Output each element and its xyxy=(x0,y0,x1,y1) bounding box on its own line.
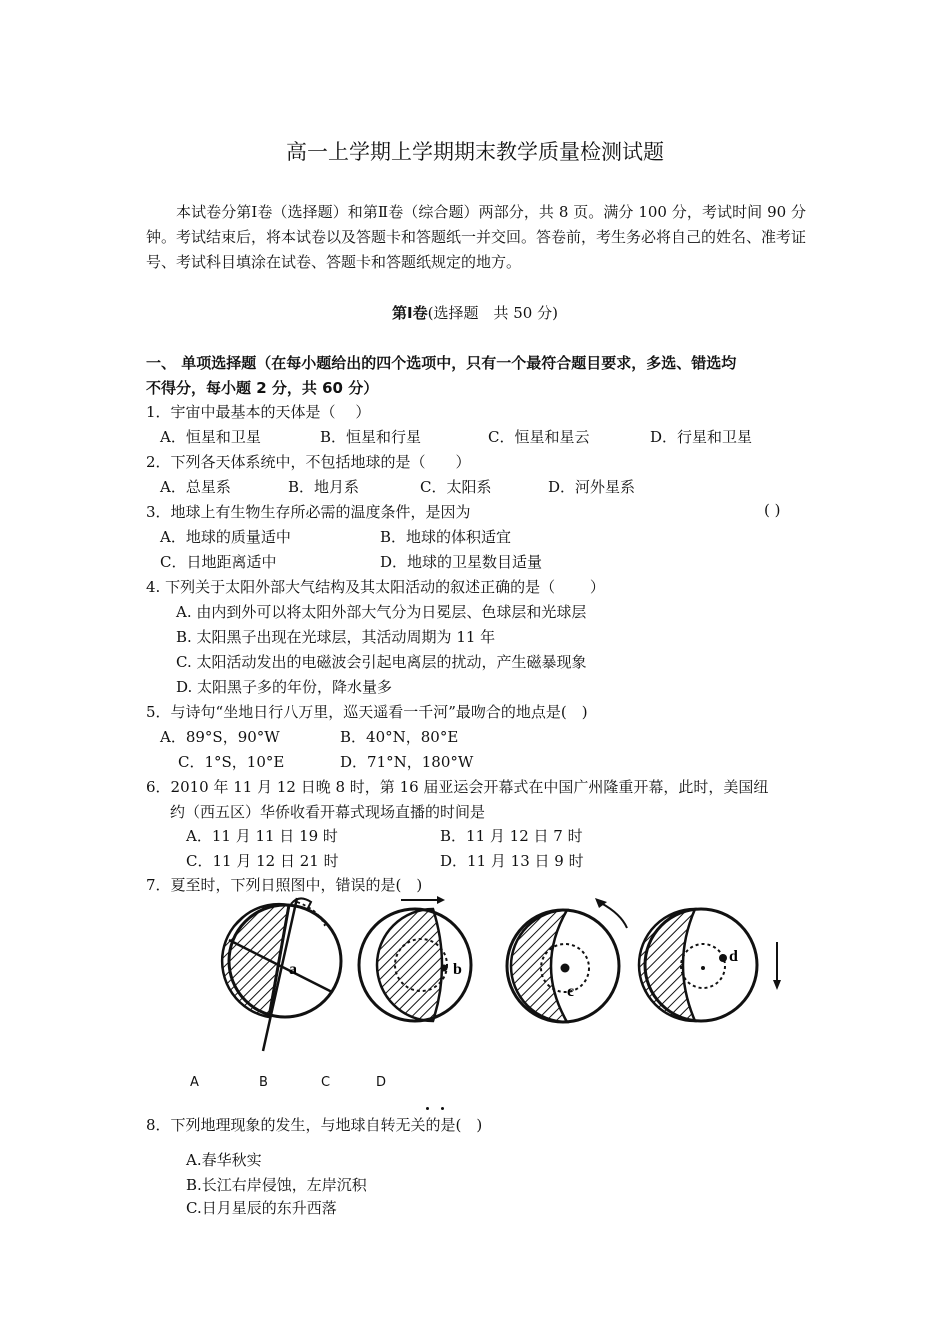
diagram-a-dashed-arc xyxy=(297,902,325,926)
q6-stem: 6．2010 年 11 月 12 日晚 8 时，第 16 届亚运会开幕式在中国广州隆重开幕，此时，美国纽 xyxy=(146,778,769,796)
q5-option-d: D．71°N，180°W xyxy=(340,753,474,771)
diagram-b xyxy=(359,896,471,1021)
part-one-label: 第Ⅰ卷 xyxy=(392,304,428,322)
diagram-c-arrow-shaft xyxy=(601,903,627,928)
diagram-c-pole xyxy=(561,964,570,973)
diagram-b-night-side xyxy=(377,909,442,1021)
diagram-c-point-label: c xyxy=(567,983,575,1000)
exam-instructions: 本试卷分第Ⅰ卷（选择题）和第Ⅱ卷（综合题）两部分，共 8 页。满分 100 分，考试时间 90 分钟。考试结束后，将本试卷以及答题卡和答题纸一并交回。答卷前，考生务必将自己的姓名、准考证号、考试科目填涂在试卷、答题卡和答题纸规定的地方。 xyxy=(146,203,807,271)
q8-option-c: C.日月星辰的东升西落 xyxy=(186,1199,337,1217)
q1-option-d: D．行星和卫星 xyxy=(650,428,753,446)
q2-option-a: A．总星系 xyxy=(160,478,231,496)
diagram-d-point-label: d xyxy=(729,948,738,965)
q3-stem: 3．地球上有生物生存所必需的温度条件，是因为 xyxy=(146,503,471,521)
q8-option-a: A.春华秋实 xyxy=(186,1151,262,1169)
q1-option-a: A．恒星和卫星 xyxy=(160,428,261,446)
q8-stem: 8．下列地理现象的发生，与地球自转无关的是( ) xyxy=(146,1116,483,1134)
diagram-b-arrow-head xyxy=(437,896,445,904)
q3-option-b: B．地球的体积适宜 xyxy=(380,528,512,546)
q3-answer-paren: ( ) xyxy=(764,501,781,519)
diagram-label-b: B xyxy=(259,1075,268,1090)
diagram-d-pole xyxy=(701,966,705,970)
q2-option-d: D．河外星系 xyxy=(548,478,636,496)
q1-stem: 1．宇宙中最基本的天体是（ ） xyxy=(146,403,371,421)
diagram-b-point-label: b xyxy=(453,961,462,978)
section-1-heading-cont: 不得分，每小题 2 分，共 60 分） xyxy=(146,379,379,397)
q4-option-d: D. 太阳黑子多的年份，降水量多 xyxy=(176,678,393,696)
insolation-diagrams xyxy=(215,896,795,1056)
diagram-c xyxy=(507,898,627,1022)
part-one-desc: (选择题 共 50 分) xyxy=(427,304,558,322)
q5-option-c: C．1°S，10°E xyxy=(178,753,285,771)
q4-option-b: B. 太阳黑子出现在光球层，其活动周期为 11 年 xyxy=(176,628,496,646)
diagram-d xyxy=(639,909,781,1021)
q5-stem: 5．与诗句“坐地日行八万里，巡天遥看一千河”最吻合的地点是( ) xyxy=(146,703,588,721)
q2-option-c: C．太阳系 xyxy=(420,478,492,496)
q5-option-a: A．89°S，90°W xyxy=(160,728,280,746)
part-one-title xyxy=(0,302,950,323)
diagram-d-night-side xyxy=(639,909,695,1021)
diagram-label-d: D xyxy=(376,1075,387,1090)
q4-stem: 4. 下列关于太阳外部大气结构及其太阳活动的叙述正确的是（ ） xyxy=(146,578,605,596)
diagram-a-point-label: a xyxy=(289,961,297,978)
q1-option-b: B．恒星和行星 xyxy=(320,428,422,446)
q6-stem-cont: 约（西五区）华侨收看开幕式现场直播的时间是 xyxy=(170,803,486,821)
diagram-d-arrow-head xyxy=(773,980,781,990)
q8-option-b: B.长江右岸侵蚀，左岸沉积 xyxy=(186,1176,367,1194)
emphasis-dot xyxy=(426,1107,429,1110)
q5-option-b: B．40°N，80°E xyxy=(340,728,459,746)
diagram-b-point xyxy=(441,965,448,972)
q2-option-b: B．地月系 xyxy=(288,478,360,496)
q2-stem: 2．下列各天体系统中，不包括地球的是（ ） xyxy=(146,453,471,471)
exam-title: 高一上学期上学期期末教学质量检测试题 xyxy=(286,140,664,164)
diagram-a xyxy=(222,898,341,1051)
q4-option-c: C. 太阳活动发出的电磁波会引起电离层的扰动，产生磁暴现象 xyxy=(176,653,587,671)
q3-option-c: C．日地距离适中 xyxy=(160,553,277,571)
q6-option-c: C．11 月 12 日 21 时 xyxy=(186,852,339,870)
q3-option-a: A．地球的质量适中 xyxy=(160,528,291,546)
q6-option-a: A．11 月 11 日 19 时 xyxy=(186,827,338,845)
diagram-c-night-side xyxy=(511,910,567,1022)
q3-option-d: D．地球的卫星数目适量 xyxy=(380,553,543,571)
q4-option-a: A. 由内到外可以将太阳外部大气分为日冕层、色球层和光球层 xyxy=(176,603,587,621)
q1-option-c: C．恒星和星云 xyxy=(488,428,590,446)
emphasis-dot xyxy=(441,1107,444,1110)
q6-option-d: D．11 月 13 日 9 时 xyxy=(440,852,584,870)
diagram-label-a: A xyxy=(190,1075,199,1090)
diagram-d-point xyxy=(719,954,727,962)
section-1-heading: 一、 单项选择题（在每小题给出的四个选项中，只有一个最符合题目要求，多选、错选均 xyxy=(146,354,737,372)
q7-stem: 7．夏至时，下列日照图中，错误的是( ) xyxy=(146,876,423,894)
q6-option-b: B．11 月 12 日 7 时 xyxy=(440,827,583,845)
diagram-label-c: C xyxy=(321,1075,331,1090)
